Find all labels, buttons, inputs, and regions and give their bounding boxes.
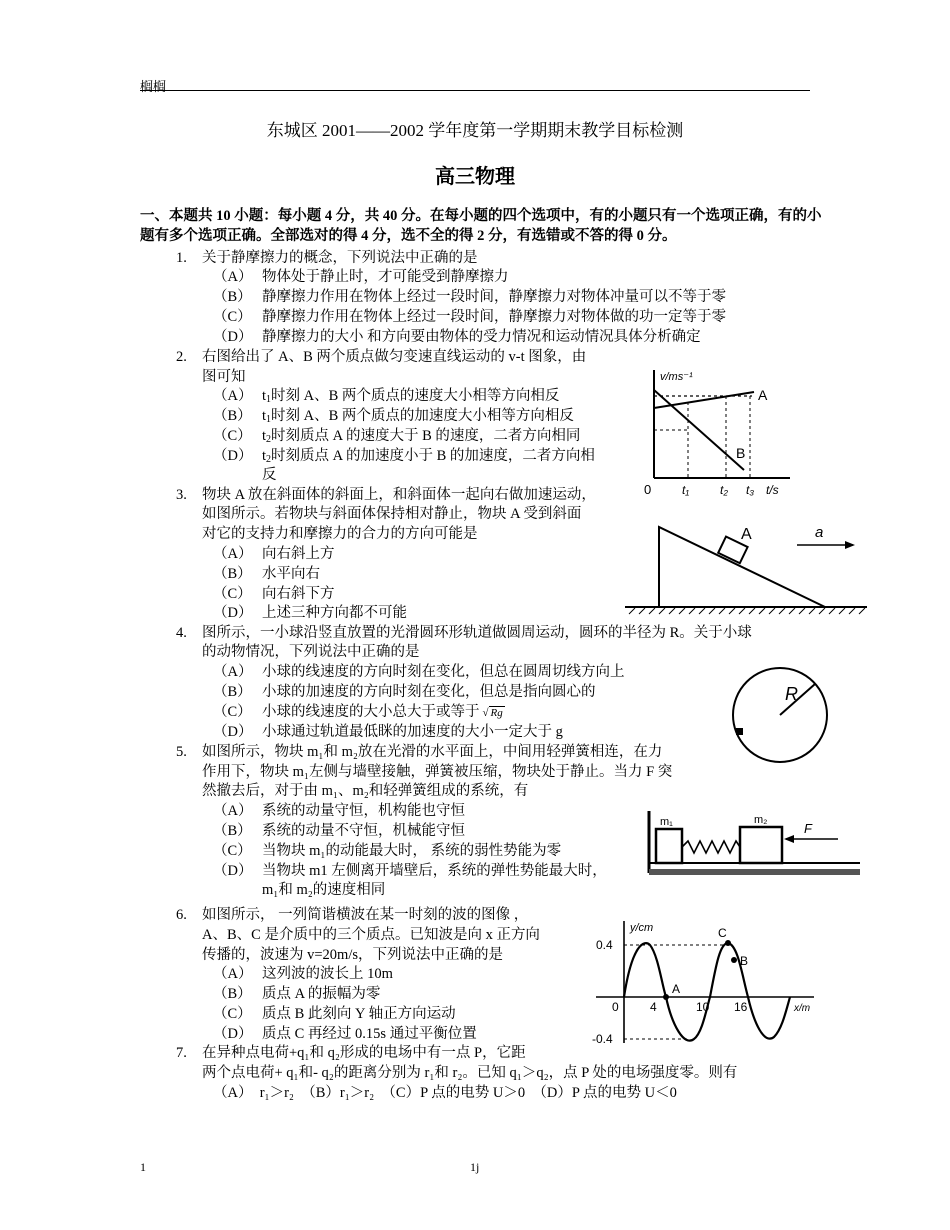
page-header: 榈榈 [140,79,167,94]
q5-number: 5. [176,744,187,760]
q2-option-b: $t_1$时刻 A、B 两个质点的加速度大小相等方向相反 [262,408,574,425]
q2-label-c: （C） [213,428,252,444]
q5-stem-line1: 如图所示，物块 m₁和 m₂放在光滑的水平面上，中间用轻弹簧相连，在力 [202,744,663,760]
q3-option-d: 上述三种方向都不可能 [262,605,407,621]
q6-number: 6. [176,907,187,923]
exam-title: 东城区 2001——2002 学年度第一学期期末教学目标检测 [266,121,684,140]
q5-spring-figure [644,805,864,880]
q4-label-a: （A） [213,664,253,680]
q6-label-b: （B） [213,986,252,1002]
q4-label-R: R [785,684,798,704]
q6-label-B: B [740,954,749,968]
q1-option-a: 物体处于静止时，才可能受到静摩擦力 [262,269,509,285]
q6-label-C: C [718,926,727,940]
q1-label-c: （C） [213,309,252,325]
q3-label-b: （B） [213,566,252,582]
q7-options: （A） r₁＞r₂ （B）r₁＞r₂ （C）P 点的电势 U＞0 （D）P 点的电势 U＜0 [213,1085,677,1101]
q4-stem-line1: 图所示，一小球沿竖直放置的光滑圆环形轨道做圆周运动，圆环的半径为 R。关于小球 [202,625,752,641]
q2-vt-graph [640,360,800,500]
q6-option-b: 质点 A 的振幅为零 [262,986,381,1002]
q5-label-b: （B） [213,823,252,839]
svg-text:10: 10 [696,1000,710,1014]
svg-text:4: 4 [650,1000,657,1014]
q6-option-a: 这列波的波长上 10m [262,966,393,982]
footer-center: 1j [470,1160,480,1174]
svg-text:16: 16 [734,1000,748,1014]
svg-text:-0.4: -0.4 [592,1032,613,1046]
footer-page-number: 1 [140,1160,146,1174]
q3-label-a: （A） [213,546,253,562]
q2-axis-v: v/ms⁻¹ [660,371,693,383]
header-rule [140,90,810,91]
q4-option-c: 小球的线速度的大小总大于或等于 √ Rg [262,704,503,720]
q1-stem: 关于静摩擦力的概念，下列说法中正确的是 [202,250,478,266]
q3-stem-line2: 如图所示。若物块与斜面体保持相对静止，物块 A 受到斜面 [202,506,582,522]
q2-stem-line2: 图可知 [202,369,246,385]
q3-option-b: 水平向右 [262,566,320,582]
q1-option-b: 静摩擦力作用在物体上经过一段时间，静摩擦力对物体冲量可以不等于零 [262,289,726,305]
q5-label-c: （C） [213,843,252,859]
q3-option-a: 向右斜上方 [262,546,335,562]
q7-number: 7. [176,1045,187,1061]
q6-stem-line3: 传播的，波速为 v=20m/s，下列说法中正确的是 [202,947,504,963]
q2-label-d: （D） [213,448,253,464]
q1-option-c: 静摩擦力作用在物体上经过一段时间，静摩擦力对物体做的功一定等于零 [262,309,726,325]
q1-label-b: （B） [213,289,252,305]
q3-stem-line3: 对它的支持力和摩擦力的合力的方向可能是 [202,526,478,542]
q2-option-d-cont: 反 [262,467,277,483]
q5-label-a: （A） [213,803,253,819]
q5-stem-line3: 然撤去后，对于由 m₁、m₂和轻弹簧组成的系统，有 [202,783,529,799]
q4-label-d: （D） [213,724,253,740]
q3-incline-figure [625,515,870,621]
exam-subtitle: 高三物理 [435,166,515,188]
q6-xlabel: x/m [794,1003,811,1014]
q2-label-B: B [736,445,746,461]
q4-stem-line2: 的动物情况，下列说法中正确的是 [202,644,420,660]
q3-label-A: A [741,526,752,543]
q5-option-a: 系统的动量守恒，机构能也守恒 [262,803,465,819]
svg-text:0: 0 [612,1000,619,1014]
q7-stem-line1: 在异种点电荷+q₁和 q₂形成的电场中有一点 P，它距 [202,1045,526,1061]
q4-circle-figure [725,660,835,770]
q5-label-F: F [804,821,812,836]
q5-option-d: 当物块 m1 左侧离开墙壁后，系统的弹性势能最大时， [262,863,607,879]
q6-ylabel: y/cm [630,922,654,934]
svg-text:0.4: 0.4 [596,938,613,952]
q6-label-A: A [672,982,681,996]
q5-option-b: 系统的动量不守恒，机械能守恒 [262,823,465,839]
q4-label-b: （B） [213,684,252,700]
svg-text:t₃: t₃ [746,483,755,497]
q5-label-d: （D） [213,863,253,879]
q4-number: 4. [176,625,187,641]
q2-stem-line1: 右图给出了 A、B 两个质点做匀变速直线运动的 v-t 图象，由 [202,349,587,365]
q2-label-A: A [758,387,768,403]
q5-label-m2: m₂ [754,814,768,826]
svg-text:0: 0 [644,482,652,497]
svg-text:t₂: t₂ [720,483,728,497]
q1-option-d: 静摩擦力的大小 和方向要由物体的受力情况和运动情况具体分析确定 [262,329,701,345]
q4-option-d: 小球通过轨道最低眯的加速度的大小一定大于 g [262,724,563,740]
q2-option-a: $t_1$时刻 A、B 两个质点的速度大小相等方向相反 [262,388,560,405]
q4-option-b: 小球的加速度的方向时刻在变化，但总是指向圆心的 [262,684,596,700]
q6-label-d: （D） [213,1026,253,1042]
q3-stem-line1: 物块 A 放在斜面体的斜面上，和斜面体一起向右做加速运动， [202,487,596,503]
q5-label-m1: m₁ [660,816,673,828]
q1-label-d: （D） [213,329,253,345]
q2-label-a: （A） [213,388,253,404]
q1-label-a: （A） [213,269,253,285]
q6-label-a: （A） [213,966,253,982]
q5-option-c: 当物块 m₁的动能最大时， 系统的弱性势能为零 [262,843,562,859]
q3-label-a-accel: a [815,524,824,541]
q6-stem-line2: A、B、C 是介质中的三个质点。已知波是向 x 正方向 [202,927,540,943]
q6-stem-line1: 如图所示， 一列简谐横波在某一时刻的波的图像 ， [202,907,529,923]
q3-label-d: （D） [213,605,253,621]
q3-option-c: 向右斜下方 [262,586,335,602]
q2-label-b: （B） [213,408,252,424]
svg-text:t/s: t/s [766,483,779,497]
q6-option-d: 质点 C 再经过 0.15s 通过平衡位置 [262,1026,477,1042]
q2-option-d: $t_2$时刻质点 A 的加速度小于 B 的加速度，二者方向相 [262,448,595,465]
q6-option-c: 质点 B 此刻向 Y 轴正方向运动 [262,1006,456,1022]
svg-text:t₁: t₁ [682,483,690,497]
q4-option-a: 小球的线速度的方向时刻在变化，但总在圆周切线方向上 [262,664,625,680]
q3-label-c: （C） [213,586,252,602]
q5-stem-line2: 作用下，物块 m₁左侧与墙壁接触，弹簧被压缩，物块处于静止。当力 F 突 [202,764,673,780]
q7-stem-line2: 两个点电荷+ q₁和- q₂的距离分别为 r₁和 r₂。已知 q₁＞q₂，点 P 处的电场强度零。则有 [202,1065,738,1081]
q5-option-d-cont: m₁和 m₂的速度相同 [262,882,386,898]
q4-label-c: （C） [213,704,252,720]
q2-option-c: $t_2$时刻质点 A 的速度大于 B 的速度，二者方向相同 [262,428,581,445]
section-instruction: 一、本题共 10 小题：每小题 4 分，共 40 分。在每小题的四个选项中，有的小题只有一个选项正确，有的小题有多个选项正确。全部选对的得 4 分，选不全的得 2 分，有选错或不答的得 0 分。 [140,208,822,244]
q1-number: 1. [176,250,187,266]
q6-label-c: （C） [213,1006,252,1022]
q3-number: 3. [176,487,187,503]
q6-wave-figure [588,915,818,1050]
q2-number: 2. [176,349,187,365]
